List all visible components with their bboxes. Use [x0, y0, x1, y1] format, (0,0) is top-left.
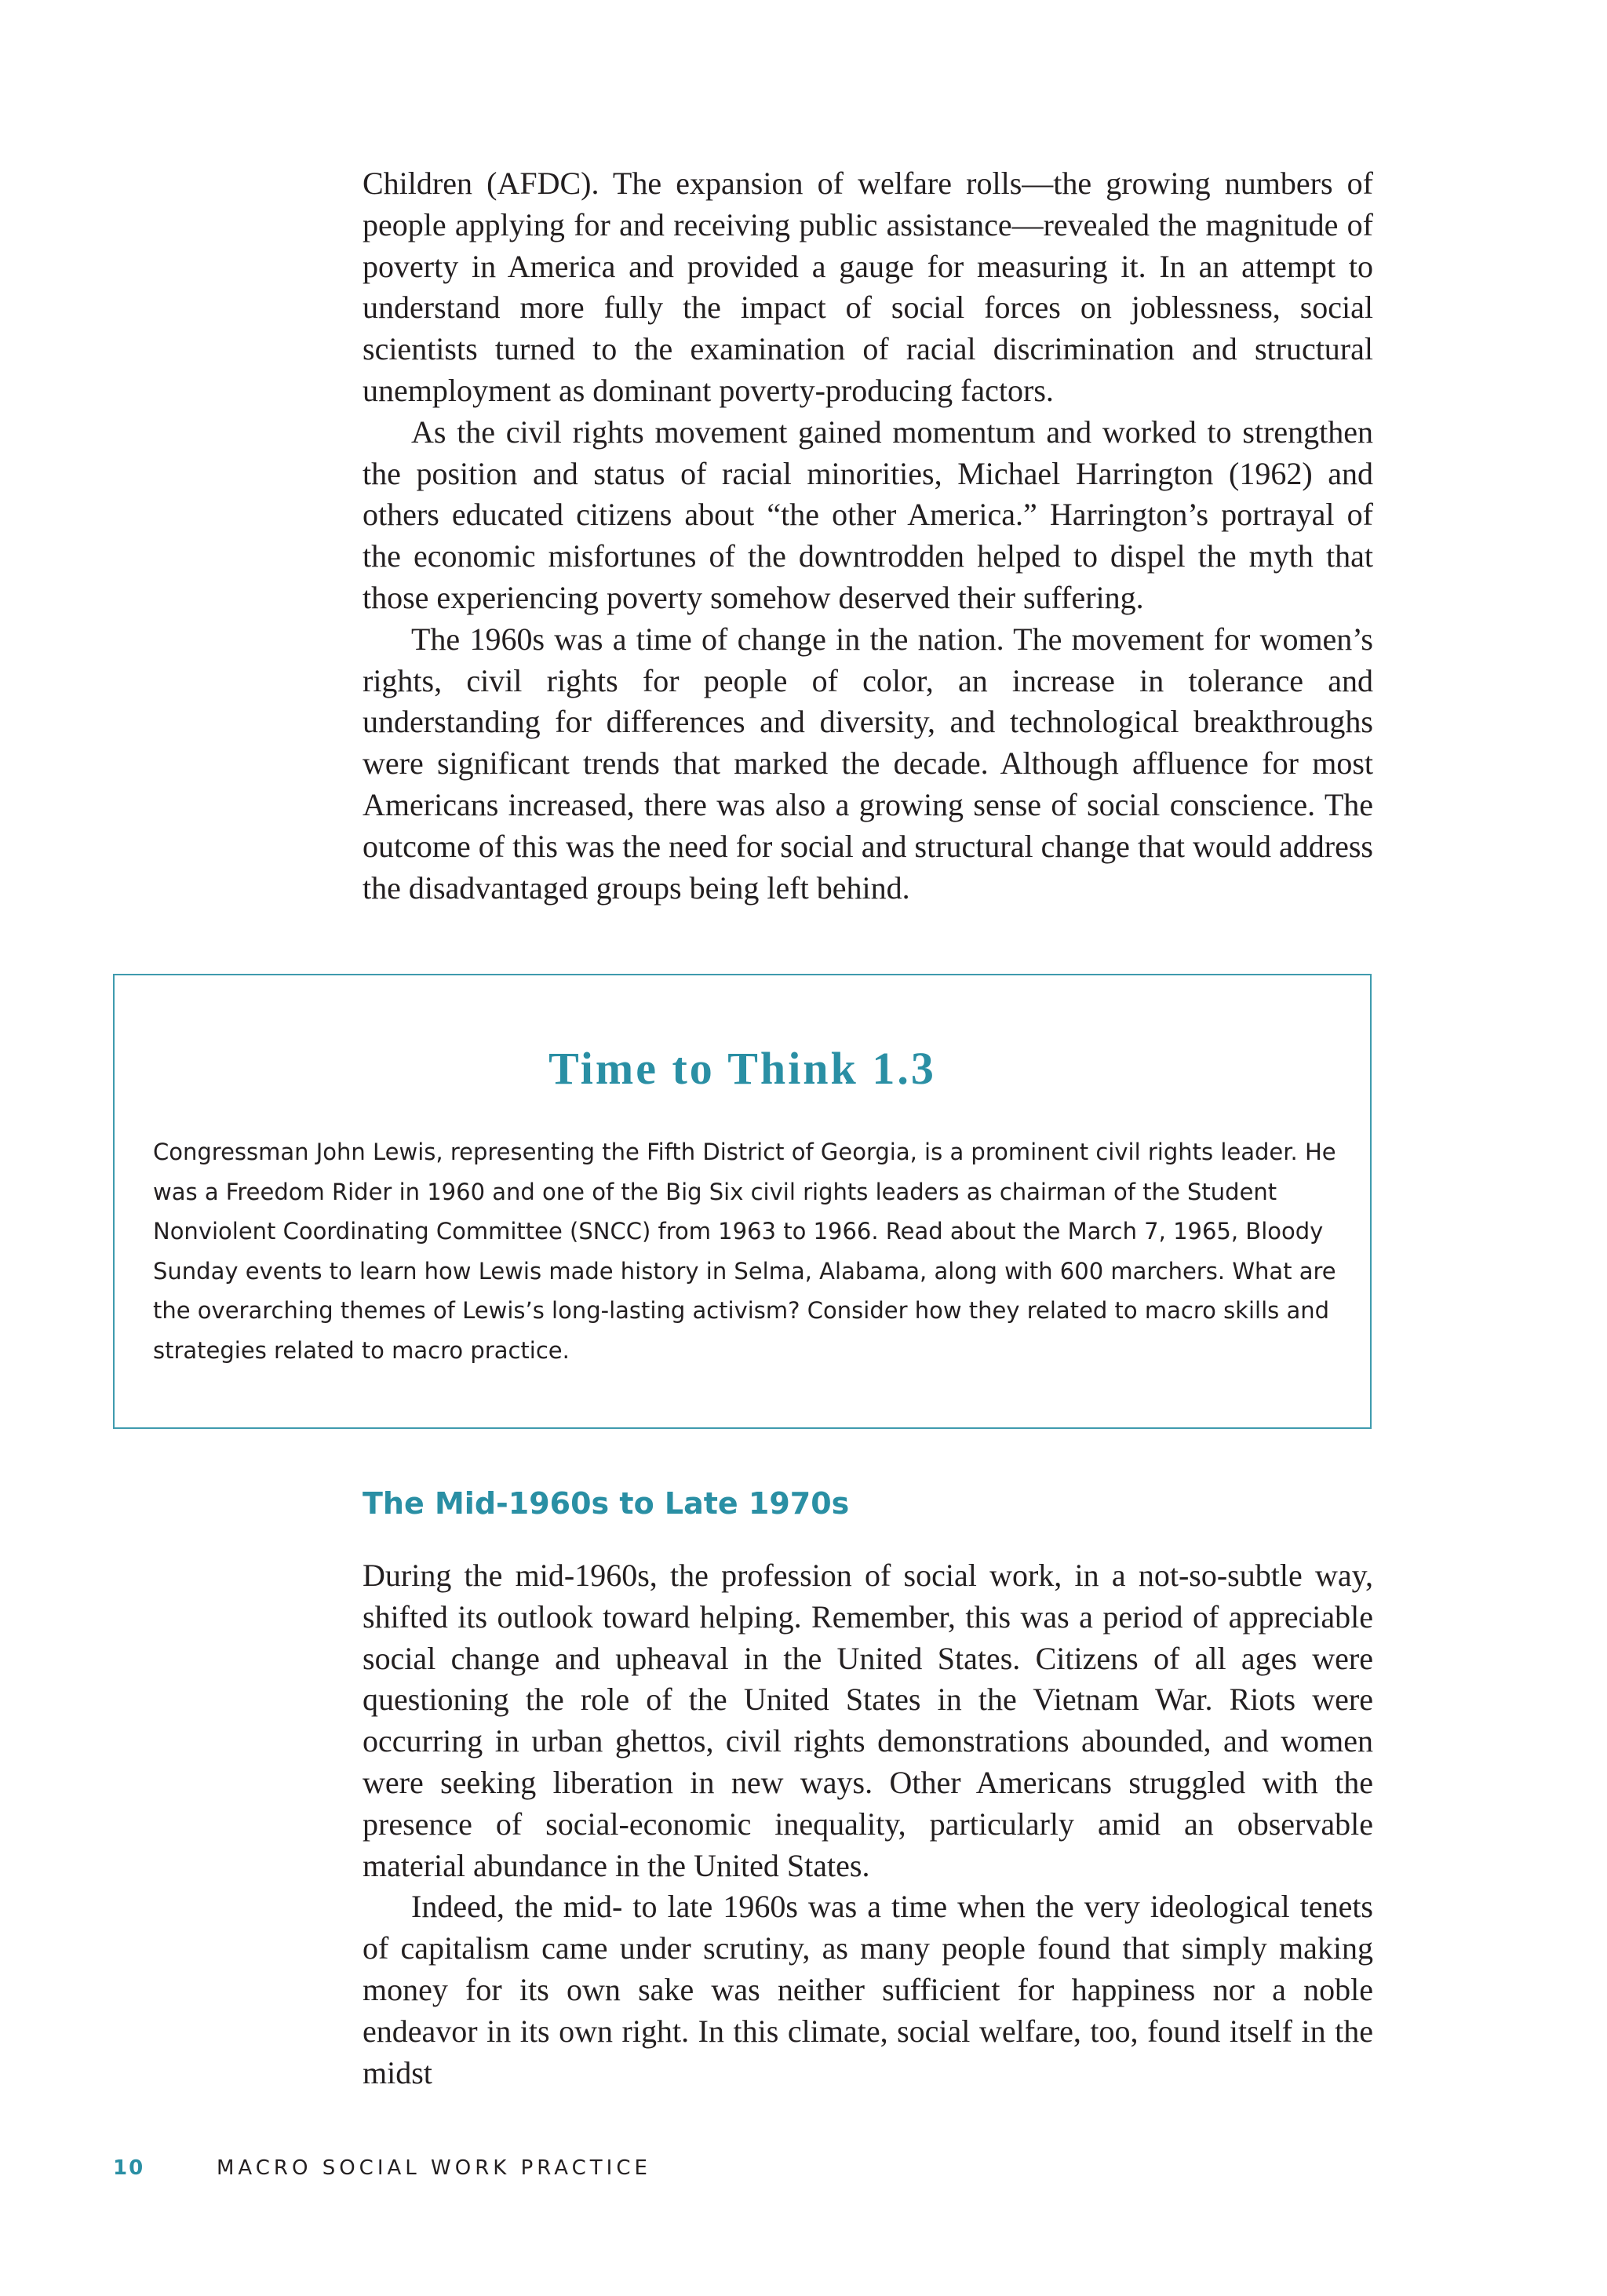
time-to-think-body: Congressman John Lewis, representing the Fifth District of Georgia, is a prominent civil rights leader. He was a Freedom Rider in 1960 and one of the Big Six civil rights leaders as chairman of the Student Nonviolent Coordinating Committee (SNCC) from 1963 to 1966. Read about the March 7, 1965, Bloody Sunday events to learn how Lewis made history in Selma, Alabama, along with 600 marchers. What are the overarching themes of Lewis’s long-lasting activism? Consider how they related to macro skills and strategies related to macro practice. [153, 1139, 1336, 1364]
page-number: 10 [113, 2156, 145, 2180]
section-heading: The Mid-1960s to Late 1970s [363, 1486, 850, 1521]
body-text-top [363, 163, 1373, 909]
page-footer [113, 2156, 651, 2180]
paragraph: Indeed, the mid- to late 1960s was a time when the very ideological tenets of capitalism came under scrutiny, as many people found that simply making money for its own sake was neither sufficient for happiness nor a noble endeavor in its own right. In this climate, social welfare, too, found itself in the midst [363, 1889, 1373, 2090]
time-to-think-box [113, 974, 1372, 1429]
running-title: MACRO SOCIAL WORK PRACTICE [217, 2156, 651, 2180]
time-to-think-title: Time to Think 1.3 [548, 1043, 936, 1094]
body-text-bottom [363, 1555, 1373, 2094]
paragraph: As the civil rights movement gained momentum and worked to strengthen the position and status of racial minorities, Michael Harrington (1962) and others educated citizens about “the other America.” Harrington’s portrayal of the economic misfortunes of the downtrodden helped to dispel the myth that those experiencing poverty somehow deserved their suffering. [363, 414, 1373, 615]
paragraph: The 1960s was a time of change in the nation. The movement for women’s rights, civil rights for people of color, an increase in tolerance and understanding for differences and diversity, and technological breakthroughs were significant trends that marked the decade. Although affluence for most Americans increased, there was also a growing sense of social conscience. The outcome of this was the need for social and structural change that would address the disadvantaged groups being left behind. [363, 621, 1373, 906]
paragraph: During the mid-1960s, the profession of social work, in a not-so-subtle way, shifted its outlook toward helping. Remember, this was a period of appreciable social change and upheaval in the United States. Citizens of all ages were questioning the role of the United States in the Vietnam War. Riots were occurring in urban ghettos, civil rights demonstrations abounded, and women were seeking liberation in new ways. Other Americans struggled with the presence of social-economic inequality, particularly amid an observable material abundance in the United States. [363, 1558, 1373, 1883]
paragraph: Children (AFDC). The expansion of welfare rolls—the growing numbers of people applying for and receiving public assistance—revealed the magnitude of poverty in America and provided a gauge for measuring it. In an attempt to understand more fully the impact of social forces on joblessness, social scientists turned to the examination of racial discrimination and structural unemployment as dominant poverty-producing factors. [363, 166, 1373, 408]
